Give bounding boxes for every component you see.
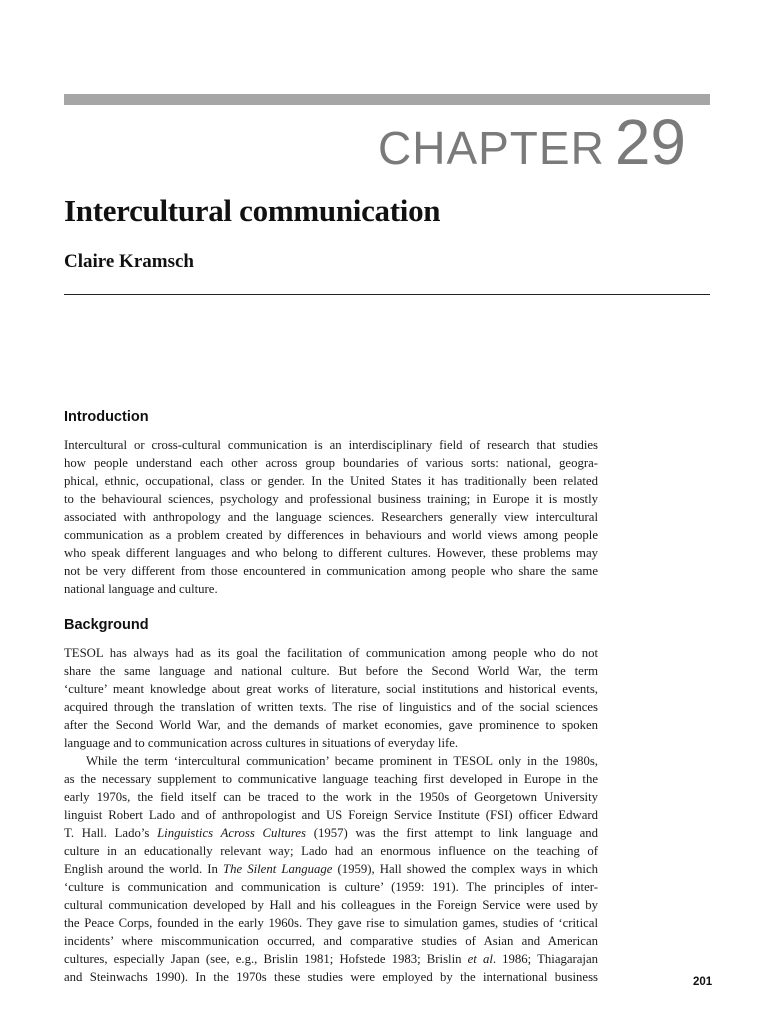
chapter-title: Intercultural communication [64,193,441,228]
text-line: incidents’ where miscommunication occurred, and comparative studies of Asian and American [64,934,598,948]
text-line: Intercultural or cross-cultural communication is an interdisciplinary field of research that studies [64,438,598,452]
background-paragraph-2 [64,752,598,986]
chapter-label: CHAPTER [378,122,605,174]
section-heading-introduction: Introduction [64,409,149,425]
text-segment: English around the world. In [64,862,223,876]
title-divider [64,294,710,295]
text-line: communication as a problem created by differences in behaviours and world views among people [64,528,598,542]
text-line: the Peace Corps, founded in the early 1960s. They gave rise to simulation games, studies of ‘critical [64,916,598,930]
text-line: While the term ‘intercultural communication’ became prominent in TESOL only in the 1980s, [86,754,598,768]
text-line: TESOL has always had as its goal the facilitation of communication among people who do not [64,646,598,660]
text-segment: (1959), Hall showed the complex ways in which [332,862,598,876]
text-segment: (1957) was the first attempt to link language and [306,826,599,840]
text-line: phical, ethnic, occupational, class or gender. In the United States it has traditionally been related [64,474,598,488]
text-line: share the same language and national culture. But before the Second World War, the term [64,664,598,678]
text-line: how people understand each other across group boundaries of various sorts: national, geogra- [64,456,598,470]
text-line-with-citation [64,824,598,842]
text-line: ‘culture’ meant knowledge about great works of literature, social institutions and historical events, [64,682,598,696]
book-title-linguistics-across-cultures: Linguistics Across Cultures [157,826,306,840]
chapter-heading [378,106,686,178]
text-line: associated with anthropology and the language sciences. Researchers generally view intercultural [64,510,598,524]
text-segment: T. Hall. Lado’s [64,826,158,840]
text-segment: . 1986; Thiagarajan [492,952,598,966]
page-number: 201 [693,976,713,988]
text-line: to the behavioural sciences, psychology and professional business training; in Europe it is mostly [64,492,598,506]
text-segment: cultures, especially Japan (see, e.g., Brislin 1981; Hofstede 1983; Brislin [64,952,468,966]
text-line-with-citation [64,950,598,968]
text-line: after the Second World War, and the demands of market economies, gave prominence to spoken [64,718,598,732]
citation-et-al: et al [467,952,493,966]
text-line: language and to communication across cultures in situations of everyday life. [64,736,459,750]
text-line: acquired through the translation of written texts. The rise of linguistics and of the social sciences [64,700,598,714]
text-line: cultural communication developed by Hall and his colleagues in the Foreign Service were used by [64,898,598,912]
text-line: national language and culture. [64,582,218,596]
text-line: ‘culture is communication and communication is culture’ (1959: 191). The principles of inter- [64,880,598,894]
text-line: not be very different from those encountered in communication among people who share the same [64,564,598,578]
chapter-author: Claire Kramsch [64,251,194,272]
book-title-the-silent-language: The Silent Language [223,862,333,876]
text-line: and Steinwachs 1990). In the 1970s these studies were employed by the international business [64,970,598,984]
section-heading-background: Background [64,617,149,633]
text-line: culture in an educationally relevant way; Lado had an enormous influence on the teaching of [64,844,598,858]
text-line: as the necessary supplement to communicative language teaching first developed in Europe in the [64,772,598,786]
text-line: early 1970s, the field itself can be traced to the work in the 1950s of Georgetown University [64,790,598,804]
text-line: who speak different languages and who belong to different cultures. However, these problems may [64,546,598,560]
chapter-number: 29 [614,106,686,178]
text-line-with-citation [64,860,598,878]
introduction-paragraph [64,436,598,598]
top-decorative-bar [64,94,710,105]
background-paragraph-1 [64,644,598,752]
text-line: linguist Robert Lado and of anthropologist and US Foreign Service Institute (FSI) officer Edward [64,808,598,822]
